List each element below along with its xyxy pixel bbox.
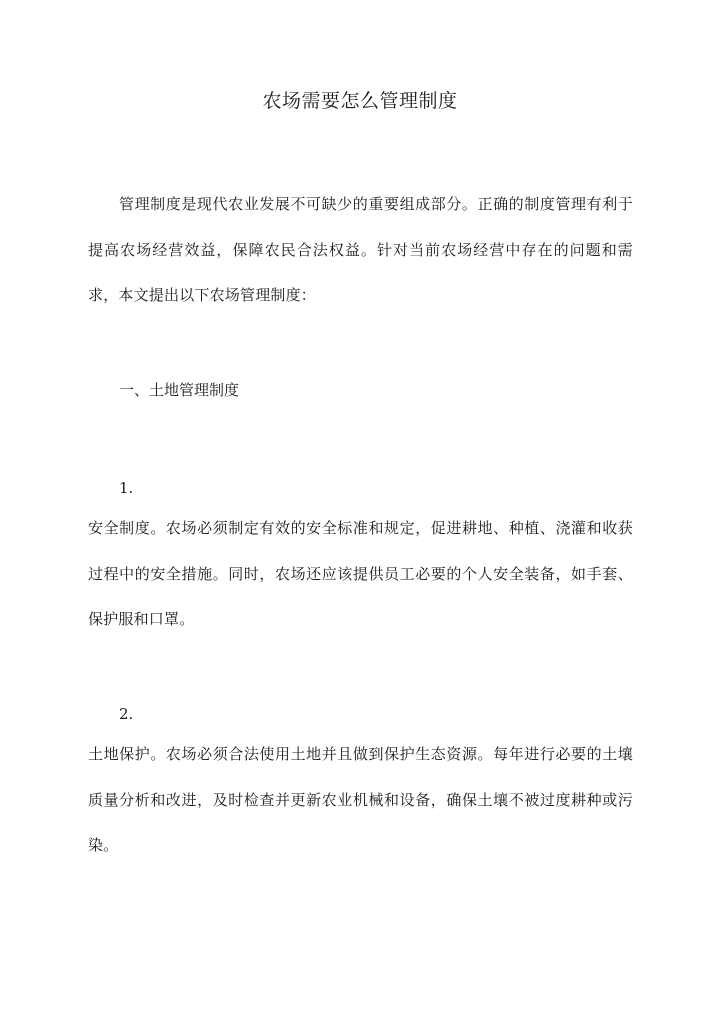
intro-paragraph: 管理制度是现代农业发展不可缺少的重要组成部分。正确的制度管理有利于提高农场经营效益，保障农民合法权益。针对当前农场经营中存在的问题和需求，本文提出以下农场管理制度： xyxy=(88,195,633,304)
item-text-safety: 安全制度。农场必须制定有效的安全标准和规定，促进耕地、种植、浇灌和收获过程中的安全措施。同时，农场还应该提供员工必要的个人安全装备，如手套、保护服和口罩。 xyxy=(88,519,633,628)
item-text-land-protection: 土地保护。农场必须合法使用土地并且做到保护生态资源。每年进行必要的土壤质量分析和改进，及时检查并更新农业机械和设备，确保土壤不被过度耕种或污染。 xyxy=(88,745,633,854)
item-number-1: 1. xyxy=(119,479,134,497)
item-number-2: 2. xyxy=(119,705,134,723)
document-title: 农场需要怎么管理制度 xyxy=(262,90,458,112)
section-heading-land-management: 一、土地管理制度 xyxy=(119,381,240,399)
